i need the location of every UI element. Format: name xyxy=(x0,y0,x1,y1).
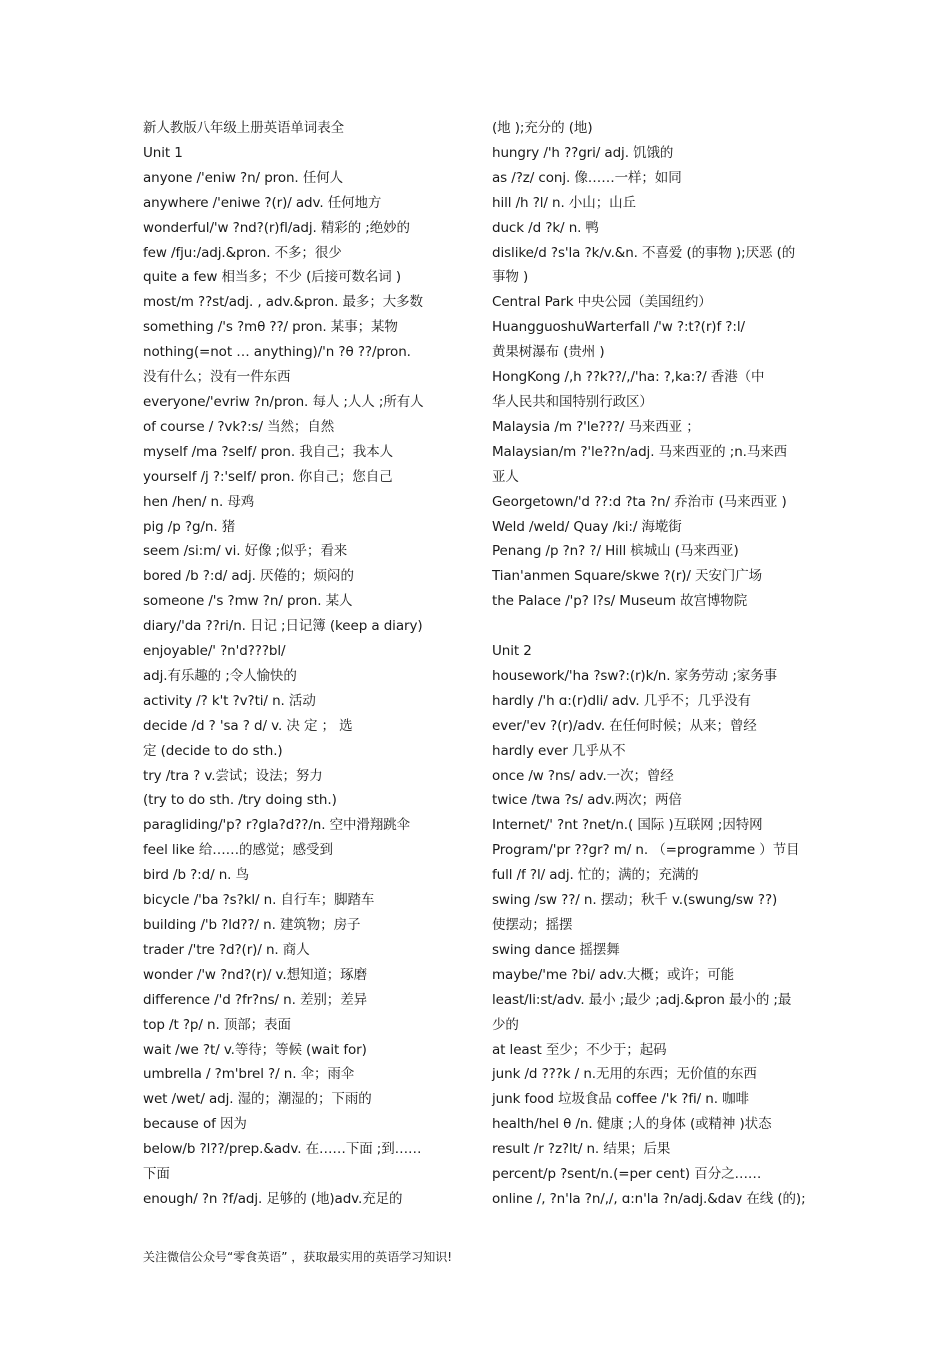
vocab-line: duck /d ?k/ n. 鸭 xyxy=(492,219,599,236)
vocab-line: Tian'anmen Square/skwe ?(r)/ 天安门广场 xyxy=(492,568,763,585)
vocab-line: junk /d ???k / n.无用的东西；无价值的东西 xyxy=(492,1066,757,1083)
vocab-line: most/m ??st/adj. , adv.&pron. 最多；大多数 xyxy=(143,294,423,311)
vocab-line: enough/ ?n ?f/adj. 足够的 (地)adv.充足的 xyxy=(143,1190,403,1207)
vocab-line: below/b ?l??/prep.&adv. 在……下面 ;到…… xyxy=(143,1141,422,1158)
vocab-line: anywhere /'eniwe ?(r)/ adv. 任何地方 xyxy=(143,194,382,211)
vocab-line: bicycle /'ba ?s?kl/ n. 自行车；脚踏车 xyxy=(143,892,375,909)
vocab-line: 下面 xyxy=(143,1166,170,1183)
vocab-line: hill /h ?l/ n. 小山；山丘 xyxy=(492,194,636,211)
vocab-line: something /'s ?mθ ??/ pron. 某事；某物 xyxy=(143,319,398,336)
vocab-line: Program/'pr ??gr? m/ n. （=programme ）节目 xyxy=(492,842,800,859)
vocab-line: Penang /p ?n? ?/ Hill 槟城山 (马来西亚) xyxy=(492,543,739,560)
vocab-line: 事物 ) xyxy=(492,269,529,286)
vocab-line: of course / ?vk?:s/ 当然；自然 xyxy=(143,418,335,435)
vocab-line xyxy=(492,614,810,639)
vocab-line: as /?z/ conj. 像……一样；如同 xyxy=(492,169,682,186)
vocab-line: Internet/' ?nt ?net/n.( 国际 )互联网 ;因特网 xyxy=(492,817,763,834)
vocab-line: adj.有乐趣的 ;令人愉快的 xyxy=(143,667,297,684)
vocab-line: hardly ever 几乎从不 xyxy=(492,742,626,759)
vocab-line: paragliding/'p? r?gla?d??/n. 空中滑翔跳伞 xyxy=(143,817,411,834)
vocab-line: Unit 1 xyxy=(143,144,183,161)
vocab-line: twice /twa ?s/ adv.两次；两倍 xyxy=(492,792,682,809)
vocab-line: 新人教版八年级上册英语单词表全 xyxy=(143,120,344,136)
vocab-line: building /'b ?ld??/ n. 建筑物；房子 xyxy=(143,917,361,933)
vocab-line: wonder /'w ?nd?(r)/ v.想知道；琢磨 xyxy=(143,966,367,983)
vocab-line: maybe/'me ?bi/ adv.大概；或许；可能 xyxy=(492,966,734,983)
vocab-line: Central Park 中央公园（美国纽约） xyxy=(492,294,712,311)
page-footer: 关注微信公众号“零食英语” ，获取最实用的英语学习知识! xyxy=(143,1250,453,1264)
vocab-line: junk food 垃圾食品 coffee /'k ?fi/ n. 咖啡 xyxy=(492,1091,749,1108)
vocab-line: quite a few 相当多；不少 (后接可数名词 ) xyxy=(143,269,402,286)
vocab-line: pig /p ?g/n. 猪 xyxy=(143,518,236,535)
vocab-line: online /, ?n'la ?n/,/, ɑ:n'la ?n/adj.&dav 在线 (的); xyxy=(492,1190,806,1207)
left-column xyxy=(143,116,461,1212)
vocab-line: seem /si:m/ vi. 好像 ;似乎；看来 xyxy=(143,543,348,560)
vocab-line: hungry /'h ??gri/ adj. 饥饿的 xyxy=(492,144,674,161)
vocab-line: few /fju:/adj.&pron. 不多；很少 xyxy=(143,244,342,261)
vocab-line: wet /wet/ adj. 湿的；潮湿的；下雨的 xyxy=(143,1091,372,1108)
vocab-line: Malaysia /m ?'le???/ 马来西亚 ； xyxy=(492,418,700,435)
vocab-line: at least 至少；不少于；起码 xyxy=(492,1041,667,1058)
vocab-line: feel like 给……的感觉；感受到 xyxy=(143,842,333,859)
vocab-line: swing /sw ??/ n. 摆动；秋千 v.(swung/sw ??) xyxy=(492,892,778,909)
vocab-line: health/hel θ /n. 健康 ;人的身体 (或精神 )状态 xyxy=(492,1116,772,1133)
vocab-line: wait /we ?t/ v.等待；等候 (wait for) xyxy=(143,1041,367,1058)
vocab-line: result /r ?z?lt/ n. 结果；后果 xyxy=(492,1141,671,1158)
vocab-line: 没有什么；没有一件东西 xyxy=(143,369,291,386)
vocab-line: dislike/d ?s'la ?k/v.&n. 不喜爱 (的事物 );厌恶 (的 xyxy=(492,244,796,261)
vocab-line: Unit 2 xyxy=(492,643,532,660)
vocab-line: nothing(=not … anything)/'n ?θ ??/pron. xyxy=(143,344,411,361)
vocab-line: once /w ?ns/ adv.一次；曾经 xyxy=(492,767,674,784)
vocab-line: Georgetown/'d ??:d ?ta ?n/ 乔治市 (马来西亚 ) xyxy=(492,493,787,510)
vocab-line: Malaysian/m ?'le??n/adj. 马来西亚的 ;n.马来西 xyxy=(492,443,788,460)
vocab-line: swing dance 摇摆舞 xyxy=(492,941,620,958)
vocab-line: 少的 xyxy=(492,1016,519,1033)
vocab-line: (地 );充分的 (地) xyxy=(492,120,593,136)
vocab-line: top /t ?p/ n. 顶部；表面 xyxy=(143,1016,291,1033)
vocab-line: (try to do sth. /try doing sth.) xyxy=(143,792,337,809)
vocab-line: someone /'s ?mw ?n/ pron. 某人 xyxy=(143,593,353,610)
vocab-line: umbrella / ?m'brel ?/ n. 伞；雨伞 xyxy=(143,1066,355,1083)
vocab-line: housework/'ha ?sw?:(r)k/n. 家务劳动 ;家务事 xyxy=(492,667,778,684)
vocab-line: 亚人 xyxy=(492,468,519,485)
vocab-line: least/li:st/adv. 最小 ;最少 ;adj.&pron 最小的 ;最 xyxy=(492,991,792,1008)
vocab-line: 使摆动；摇摆 xyxy=(492,916,573,933)
vocab-line: ever/'ev ?(r)/adv. 在任何时候；从来；曾经 xyxy=(492,717,757,734)
vocab-line: bored /b ?:d/ adj. 厌倦的；烦闷的 xyxy=(143,568,354,585)
vocab-line: percent/p ?sent/n.(=per cent) 百分之…… xyxy=(492,1166,762,1183)
vocab-line: trader /'tre ?d?(r)/ n. 商人 xyxy=(143,941,310,958)
vocab-line: difference /'d ?fr?ns/ n. 差别；差异 xyxy=(143,991,367,1008)
vocab-line: HuangguoshuWarterfall /'w ?:t?(r)f ?:l/ xyxy=(492,319,745,336)
vocab-line: 华人民共和国特别行政区） xyxy=(492,393,653,410)
vocab-line: try /tra ? v.尝试；设法；努力 xyxy=(143,767,323,784)
vocab-line: full /f ?l/ adj. 忙的；满的；充满的 xyxy=(492,867,699,884)
vocab-line: bird /b ?:d/ n. 鸟 xyxy=(143,867,249,884)
vocab-line: yourself /j ?:'self/ pron. 你自己；您自己 xyxy=(143,468,393,485)
vocab-line: hen /hen/ n. 母鸡 xyxy=(143,493,255,510)
vocab-line: everyone/'evriw ?n/pron. 每人 ;人人 ;所有人 xyxy=(143,393,424,410)
vocab-line: enjoyable/' ?n'd???bl/ xyxy=(143,643,286,660)
vocab-line: activity /? k't ?v?ti/ n. 活动 xyxy=(143,692,316,709)
vocab-line: hardly /'h ɑ:(r)dli/ adv. 几乎不；几乎没有 xyxy=(492,692,751,709)
vocab-line: 黄果树瀑布 (贵州 ) xyxy=(492,344,605,361)
vocab-line: because of 因为 xyxy=(143,1116,247,1133)
vocab-line: wonderful/'w ?nd?(r)fl/adj. 精彩的 ;绝妙的 xyxy=(143,219,410,236)
vocab-line: 定 (decide to do sth.) xyxy=(143,742,283,759)
vocab-line: the Palace /'p? l?s/ Museum 故宫博物院 xyxy=(492,593,748,610)
right-column xyxy=(492,116,810,1212)
vocab-line: HongKong /,h ??k??/,/'ha: ?,ka:?/ 香港（中 xyxy=(492,369,765,386)
vocab-line: Weld /weld/ Quay /ki:/ 海墘街 xyxy=(492,518,682,535)
vocab-line: decide /d ? 'sa ? d/ v. 决 定 ； 选 xyxy=(143,717,353,734)
vocab-line: myself /ma ?self/ pron. 我自己；我本人 xyxy=(143,443,394,460)
vocab-line: anyone /'eniw ?n/ pron. 任何人 xyxy=(143,169,344,186)
vocab-line: diary/'da ??ri/n. 日记 ;日记簿 (keep a diary) xyxy=(143,618,423,635)
